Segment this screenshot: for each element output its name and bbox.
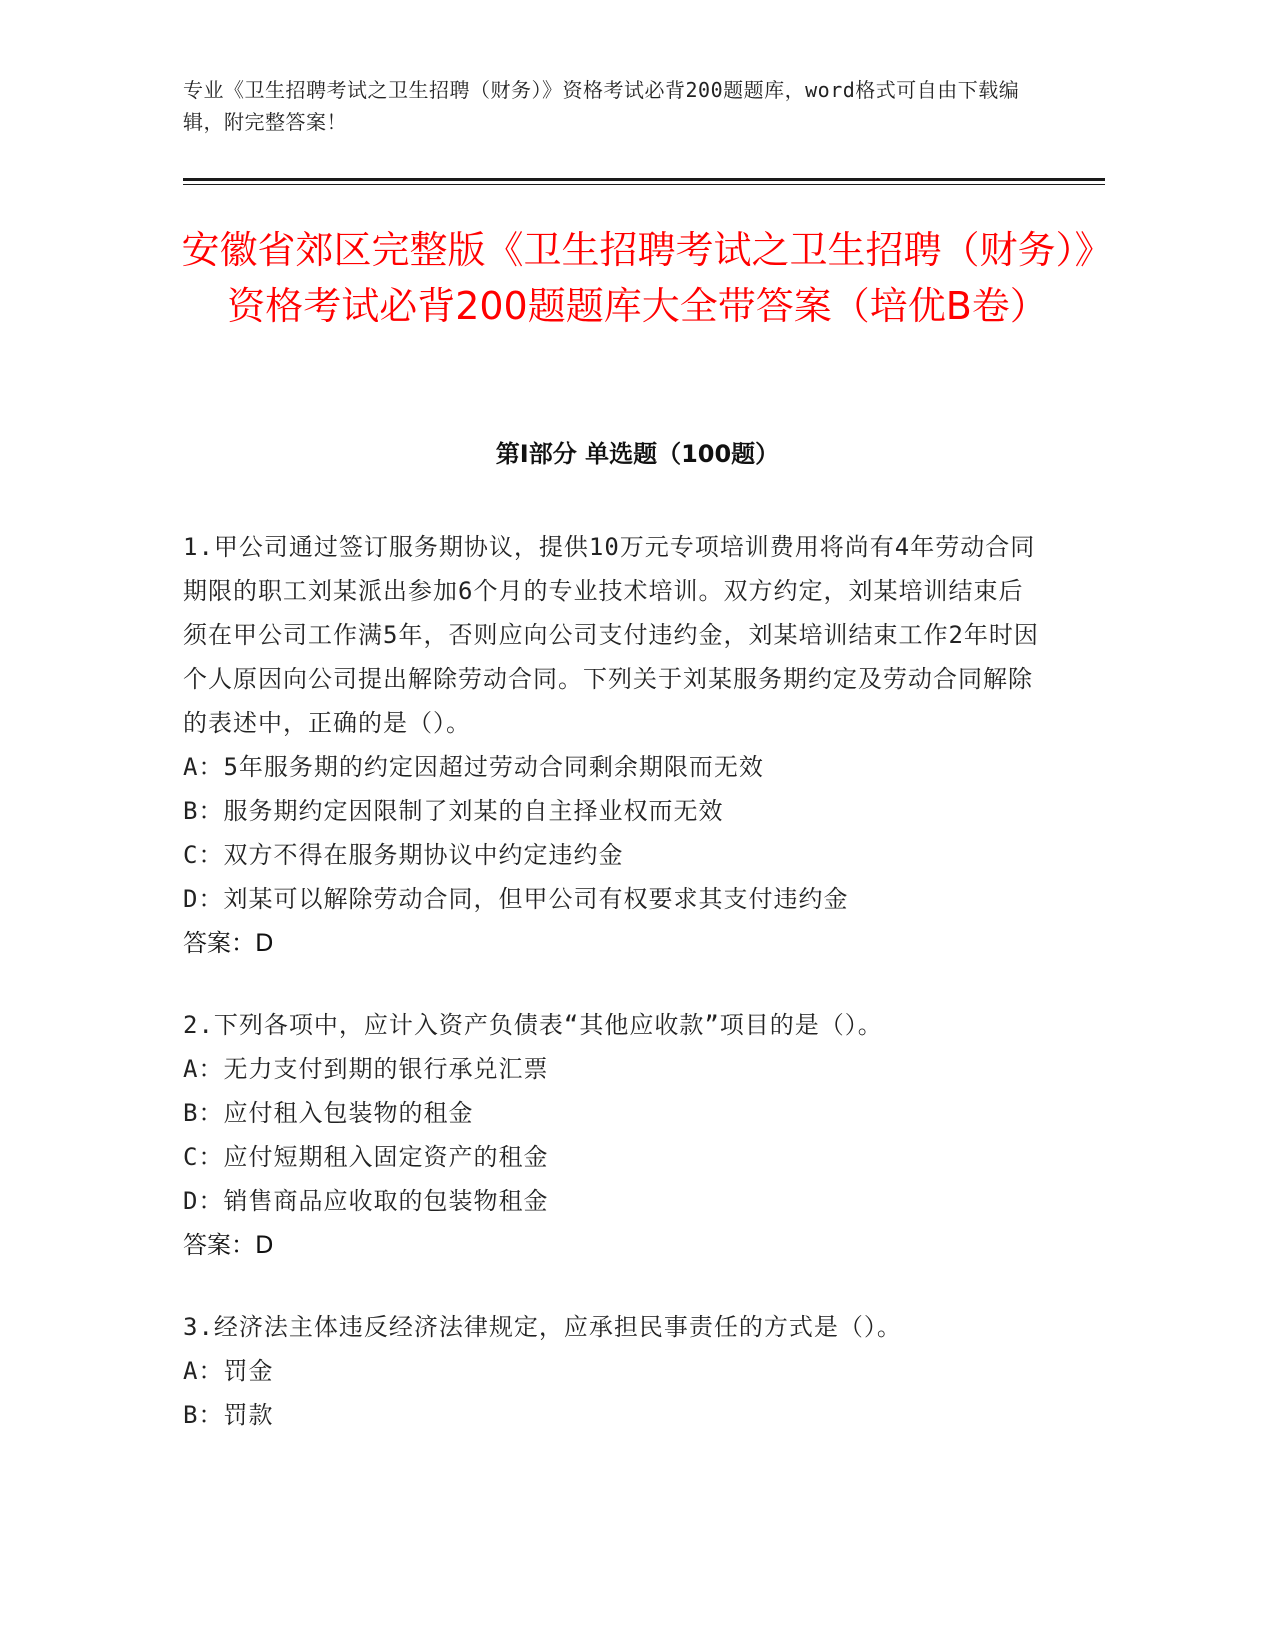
question-stem: 2.下列各项中，应计入资产负债表“其他应收款”项目的是（）。 [183, 1011, 883, 1039]
option-b: B：服务期约定因限制了刘某的自主择业权而无效 [183, 797, 724, 825]
answer-line: 答案：D [183, 929, 274, 957]
answer-line: 答案：D [183, 1231, 274, 1259]
option-c: C：双方不得在服务期协议中约定违约金 [183, 841, 624, 869]
header-divider-thick [183, 178, 1105, 181]
question-item [183, 1003, 1048, 1267]
question-item [183, 1305, 1048, 1437]
option-a: A：5年服务期的约定因超过劳动合同剩余期限而无效 [183, 753, 764, 781]
option-d: D：销售商品应收取的包装物租金 [183, 1187, 549, 1215]
option-d: D：刘某可以解除劳动合同，但甲公司有权要求其支付违约金 [183, 885, 849, 913]
question-stem: 1.甲公司通过签订服务期协议，提供10万元专项培训费用将尚有4年劳动合同期限的职工刘某派出参加6个月的专业技术培训。双方约定，刘某培训结束后须在甲公司工作满5年，否则应向公司支付违约金，刘某培训结束工作2年时因个人原因向公司提出解除劳动合同。下列关于刘某服务期约定及劳动合同解除的表述中，正确的是（）。 [183, 533, 1039, 737]
section-title: 第Ⅰ部分 单选题（100题） [495, 440, 780, 468]
option-a: A：无力支付到期的银行承兑汇票 [183, 1055, 549, 1083]
question-stem: 3.经济法主体违反经济法律规定，应承担民事责任的方式是（）。 [183, 1313, 902, 1341]
header-divider-thin [183, 184, 1105, 185]
document-title: 安徽省郊区完整版《卫生招聘考试之卫生招聘（财务）》资格考试必背200题题库大全带答案（培优B卷） [181, 228, 1094, 328]
header-note: 专业《卫生招聘考试之卫生招聘（财务）》资格考试必背200题题库，word格式可自由下载编辑，附完整答案！ [183, 78, 1020, 134]
option-b: B：应付租入包装物的租金 [183, 1099, 474, 1127]
option-b: B：罚款 [183, 1401, 274, 1429]
option-a: A：罚金 [183, 1357, 274, 1385]
question-list [183, 525, 1048, 1475]
question-item [183, 525, 1048, 965]
option-c: C：应付短期租入固定资产的租金 [183, 1143, 549, 1171]
